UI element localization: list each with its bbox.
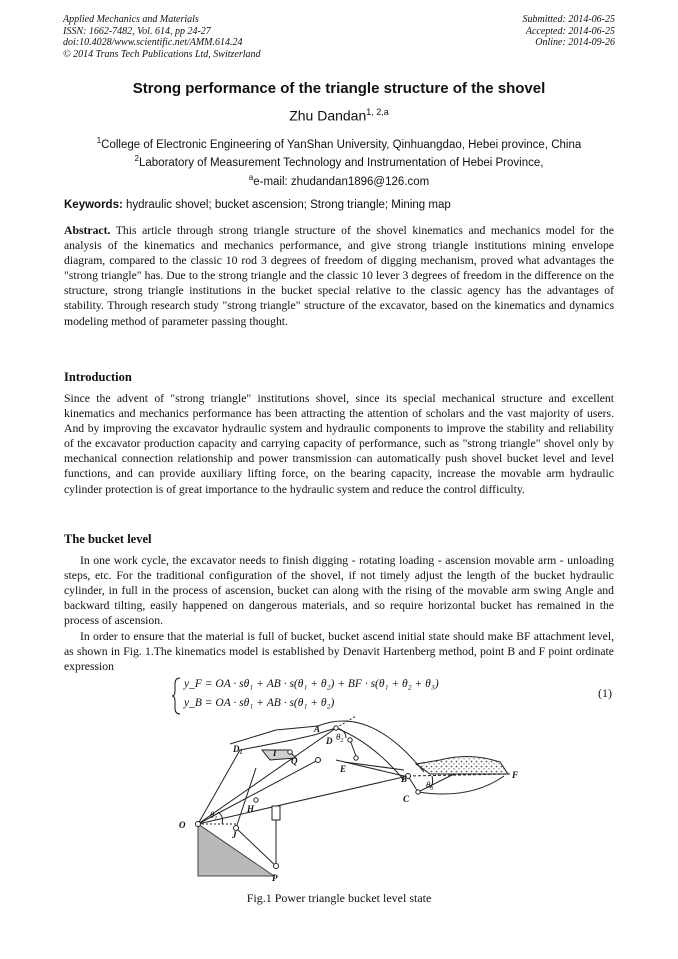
journal-doi[interactable]: doi:10.4028/www.scientific.net/AMM.614.24 <box>63 37 243 48</box>
equation-line-2: y_B = OA · sθ₁ + AB · s(θ₁ + θ₂) <box>184 697 335 709</box>
boom-top-edge <box>230 724 321 744</box>
label-D: D <box>326 736 333 746</box>
joint-I <box>288 750 292 754</box>
equation-number: (1) <box>598 686 612 700</box>
label-I: I <box>273 748 277 758</box>
accepted-date: Accepted: 2014-06-25 <box>525 25 615 37</box>
label-theta2: $\theta_2$ <box>336 732 344 744</box>
label-A: A <box>314 724 321 734</box>
joint-D <box>348 738 352 742</box>
label-P: P <box>272 873 278 883</box>
label-F: F <box>512 770 519 780</box>
keywords-label: Keywords: <box>64 199 123 211</box>
joint-H <box>254 798 258 802</box>
label-theta3: $\theta_3$ <box>426 780 434 792</box>
label-D1: $D_1$ <box>233 744 243 756</box>
link-JH <box>236 768 256 828</box>
journal-name: Applied Mechanics and Materials <box>63 14 199 25</box>
affiliation-1: $^1$College of Electronic Engineering of YanShan University, Qinhuangdao, Hebei province, China <box>96 136 582 151</box>
section-heading-bucket-level: The bucket level <box>64 532 152 546</box>
keywords-text: hydraulic shovel; bucket ascension; Strong triangle; Mining map <box>126 199 451 211</box>
joint-P <box>274 864 279 869</box>
label-H: H <box>247 804 255 814</box>
bucket-level-paragraph-1: In one work cycle, the excavator needs to finish digging - rotating loading - ascension movable arm - unloading steps, etc. For the traditional configuration of the shovel, if not timely adjust the length of the bucket hydraulic cylinder, in full in the process of ascension, bucket can along with the rising of the movable arm swing Angle and backward tilting, easily happened on dangerous materials, and so require horizontal bucket has remained in the process of ascension. <box>64 554 614 628</box>
bucket-material <box>416 756 508 774</box>
label-B: B <box>401 774 408 784</box>
abstract-text: This article through strong triangle structure of the shovel kinematics and mechanics model for the analysis of the kinematics and mechanics performance, and give strong triangle institutions mining envelope diagram, compared to the classic 10 rod 3 degrees of freedom of digging mechanism, proved what advantages the "strong triangle" has. Due to the strong triangle and the classic 10 lever 3 degrees of freedom in the difference on the structure, strong triangle institutions in the bucket special relative to the classic agency has the advantages of stability. Through research study "strong triangle" structure of the excavator, based on the kinematics and dynamics modeling method of parameter passing thought. <box>64 224 614 328</box>
label-E: E <box>340 764 347 774</box>
figure-caption: Fig.1 Power triangle bucket level state <box>246 891 432 905</box>
paper-title: Strong performance of the triangle structure of the shovel <box>132 80 546 97</box>
joint-O <box>196 822 201 827</box>
link-OB <box>198 776 408 824</box>
submitted-date: Submitted: 2014-06-25 <box>522 14 615 25</box>
author-affil-marks: 1, 2,a <box>366 107 389 117</box>
theta1-arc <box>218 812 223 824</box>
link-OA <box>198 728 336 824</box>
online-date: Online: 2014-09-26 <box>535 37 615 48</box>
section-heading-introduction: Introduction <box>64 370 132 384</box>
cylinder-body <box>272 806 280 820</box>
abstract-label: Abstract. <box>64 224 111 237</box>
label-theta1: $\theta_1$ <box>210 810 218 822</box>
label-O: O <box>179 820 186 830</box>
introduction-text: Since the advent of "strong triangle" institutions shovel, since its special mechanical structure and excellent kinematics and mechanics performance has been attracting the attention of scholars and the vast majority of users. And by improving the excavator hydraulic system and hydraulic components to improve the stability and reliability of the excavator production capacity and carrying capacity of performance, such as "strong triangle" shovel only by mechanical connection relationship and power transmission can automatically push shovel bucket level and level functions, and can provide auxiliary lifting force, on the bearing capacity, increase the movable arm hydraulic cylinder protection is of great importance to the hydraulic system and reduce the control difficulty. <box>64 392 614 496</box>
joint-A <box>334 726 338 730</box>
journal-issn: ISSN: 1662-7482, Vol. 614, pp 24-27 <box>63 25 211 37</box>
author-name: Zhu Dandan <box>289 107 367 124</box>
affiliation-2: $^2$Laboratory of Measurement Technology and Instrumentation of Hebei Province, <box>134 154 544 170</box>
bucket-level-paragraph-2: In order to ensure that the material is full of bucket, bucket ascend initial state should make BF attachment level, as shown in Fig. 1.The kinematics model is established by Denavit Hartenberg method, point B and F point ordinate expression <box>64 630 614 674</box>
equation-line-1: y_F = OA · sθ₁ + AB · s(θ₁ + θ₂) + BF · s(θ₁ + θ₂ + θ₃) <box>184 678 439 690</box>
joint-C <box>416 790 420 794</box>
label-Q: Q <box>291 756 298 766</box>
label-C: C <box>403 794 410 804</box>
author-email[interactable]: $^a$e-mail: zhudandan1896@126.com <box>248 172 430 188</box>
journal-copyright: © 2014 Trans Tech Publications Ltd, Switzerland <box>63 48 261 60</box>
joint-E <box>354 756 358 760</box>
joint-Q <box>316 758 321 763</box>
label-J: J <box>232 830 237 840</box>
